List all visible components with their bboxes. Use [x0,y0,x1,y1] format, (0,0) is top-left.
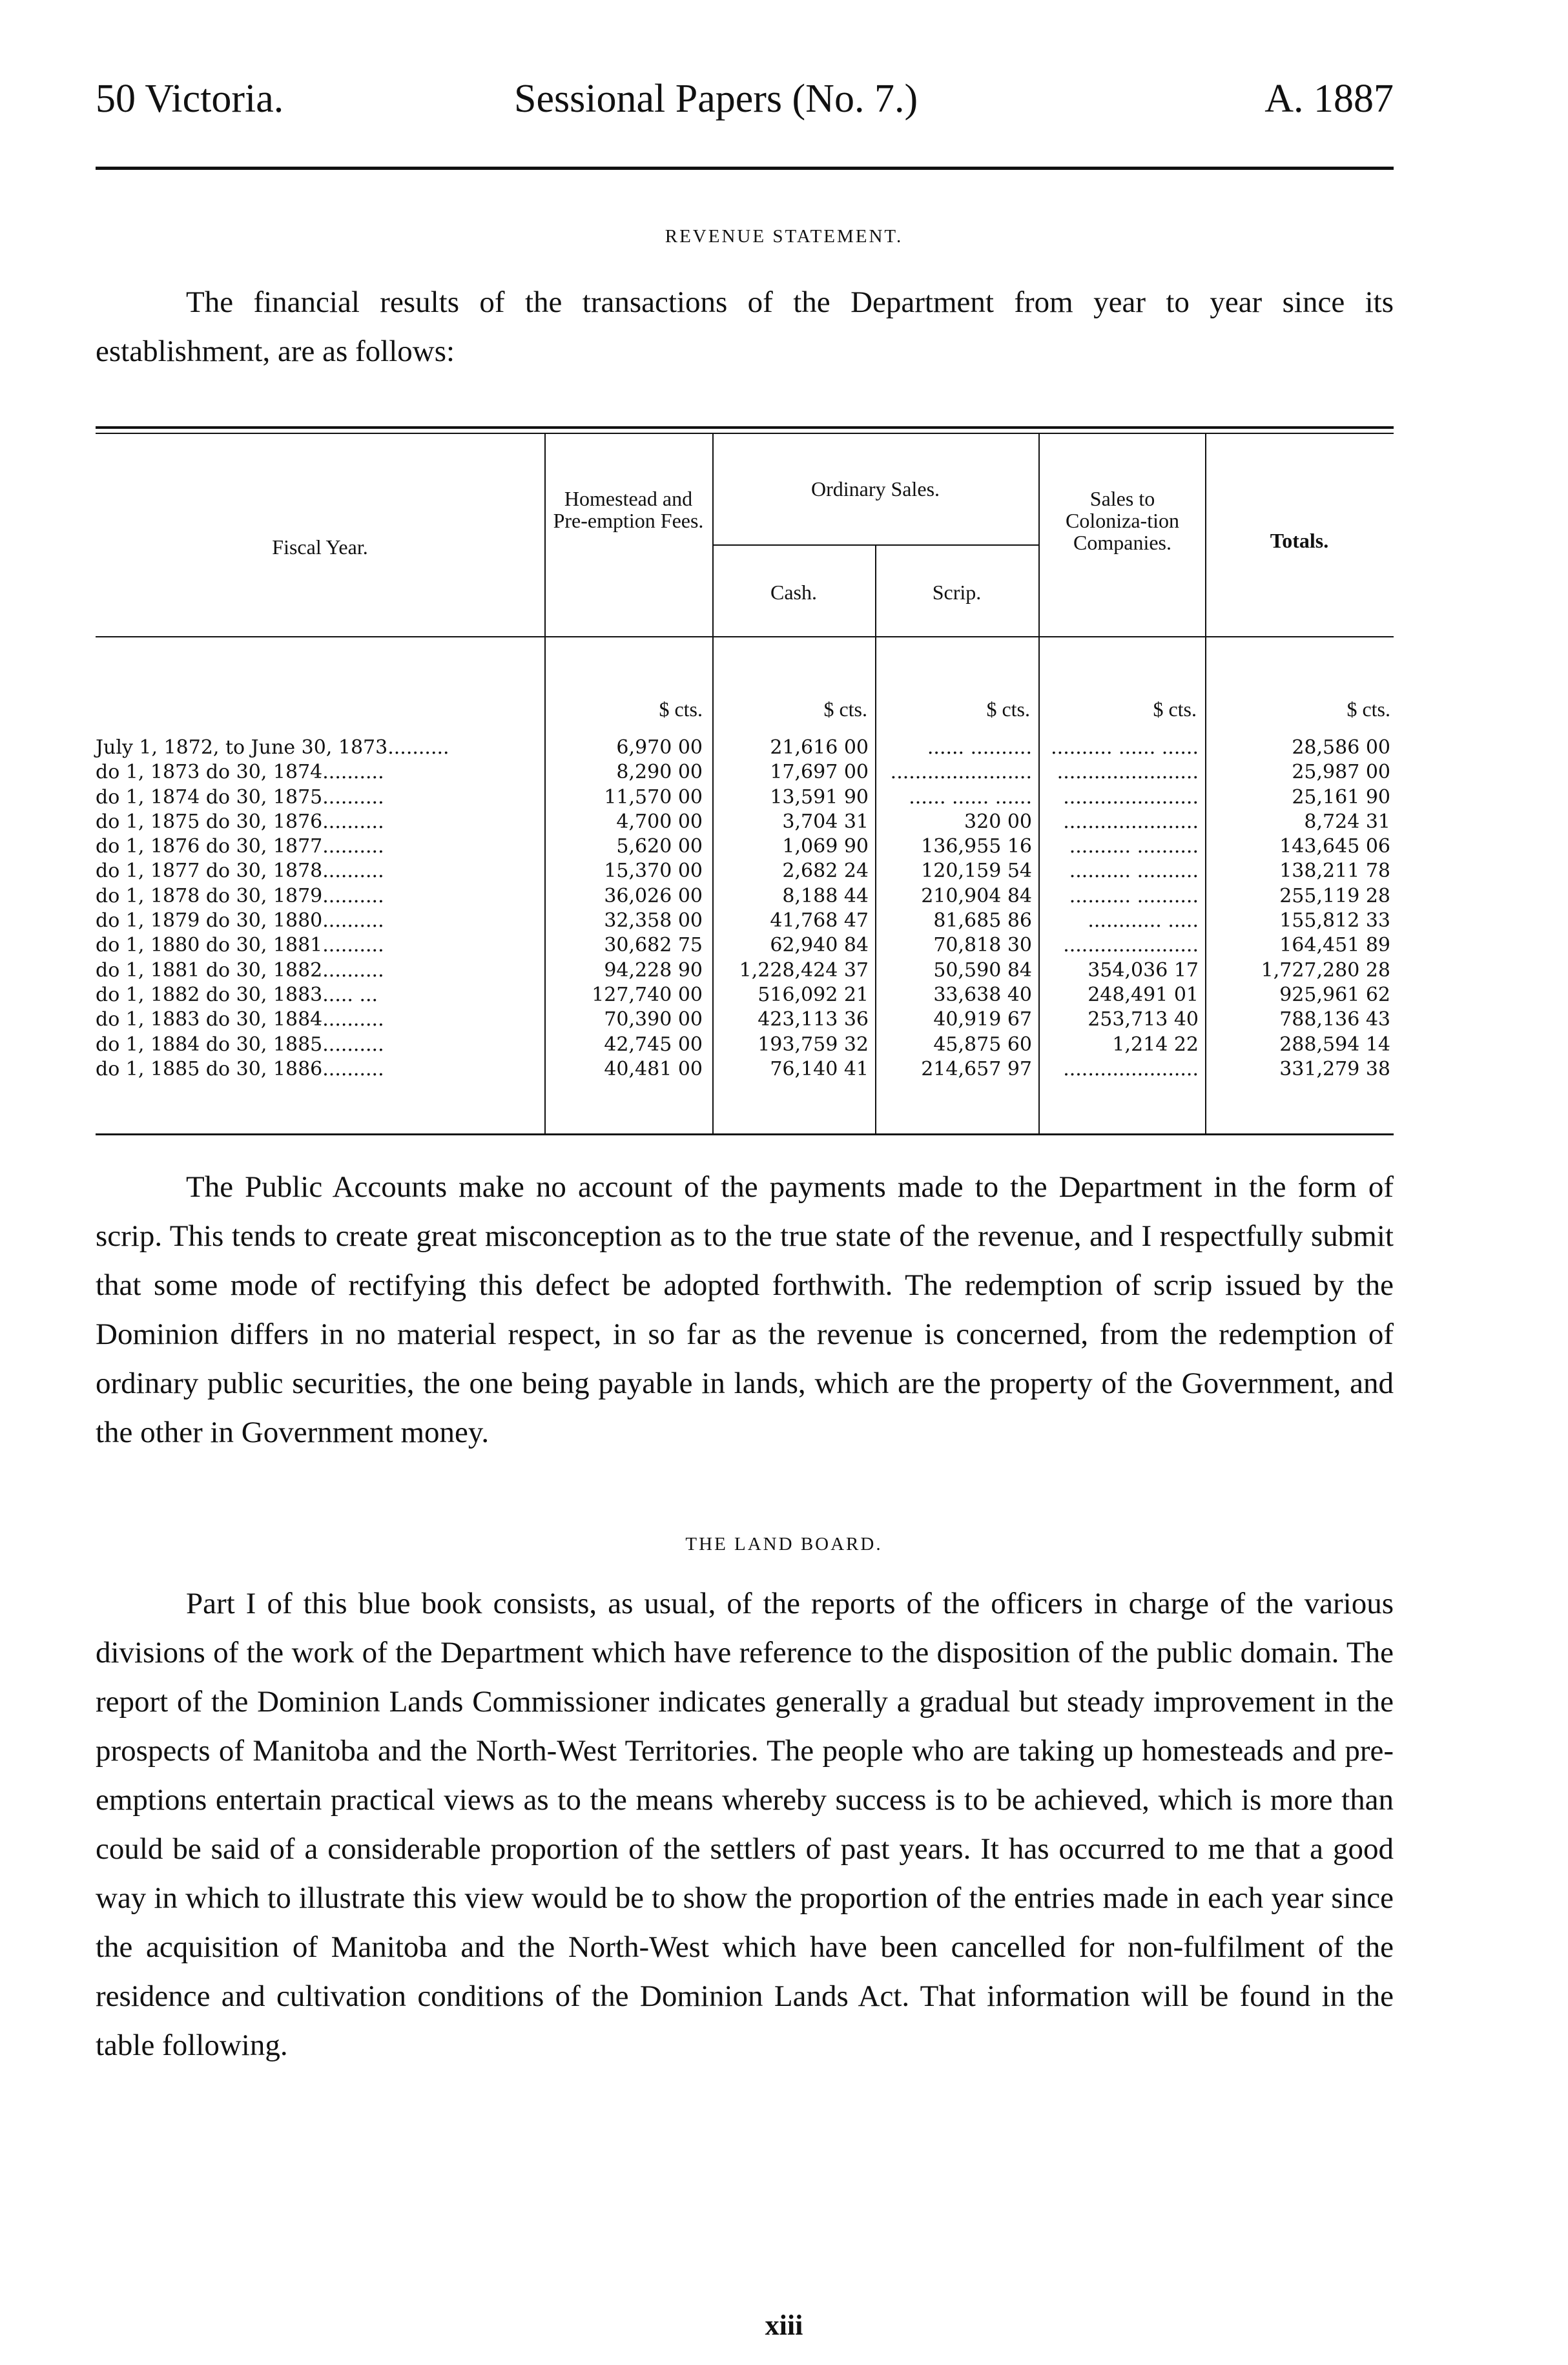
header-cash: Cash. [770,581,817,604]
cell-scrip: 50,590 84 [933,958,1032,982]
unit-scrip: $ cts. [986,697,1030,721]
header-colonization: Sales to Coloniza-tion Companies. [1066,487,1179,554]
cell-fiscal-year: do 1, 1875 do 30, 1876.......... [96,810,384,833]
cell-colonization: .......... ...... ...... [1051,736,1199,759]
cell-colonization: ....................... [1057,761,1199,784]
cell-colonization: ...................... [1063,1057,1199,1080]
cell-scrip: ...... ...... ...... [909,785,1032,809]
cell-total: 28,586 00 [1292,736,1390,759]
cell-homestead: 40,481 00 [604,1057,703,1080]
table-top-rule-inner [96,433,1394,434]
cell-colonization: ...................... [1063,810,1199,833]
cell-scrip: 81,685 86 [933,909,1032,933]
cell-fiscal-year: July 1, 1872, to June 30, 1873.......... [96,736,449,759]
revenue-title: REVENUE STATEMENT. [665,226,903,247]
cell-homestead: 6,970 00 [616,736,703,759]
table-body [96,736,1394,1082]
header-fiscal-year: Fiscal Year. [272,535,368,559]
cell-colonization: 253,713 40 [1088,1008,1199,1031]
cell-scrip: 40,919 67 [933,1008,1032,1031]
cell-cash: 13,591 90 [770,785,869,809]
table-row [96,786,1394,811]
cell-cash: 17,697 00 [770,761,869,784]
cell-colonization: .......... .......... [1069,860,1199,883]
scrip-paragraph-text: The Public Accounts make no account of the payments made to the Department in the form of scrip. This tends to create great misconception as to the true state of the revenue, and I respectfully submit that some mode of rectifying this defect be adopted forthwith. The redemption of scrip issued by the Dominion differs in no material respect, in so far as the revenue is concerned, from the redemption of ordinary public securities, the one being payable in lands, which are the property of the Government, and the other in Government money. [96,1170,1394,1449]
cell-homestead: 94,228 90 [604,958,703,982]
cell-homestead: 70,390 00 [604,1008,703,1031]
cell-scrip: 120,159 54 [921,860,1032,883]
cell-cash: 8,188 44 [782,884,869,907]
cell-colonization: ...................... [1063,785,1199,809]
table-row [96,761,1394,785]
cell-total: 25,161 90 [1292,785,1390,809]
table-row [96,736,1394,761]
cell-fiscal-year: do 1, 1883 do 30, 1884.......... [96,1008,384,1031]
cell-homestead: 5,620 00 [616,835,703,858]
table-row [96,811,1394,835]
cell-fiscal-year: do 1, 1880 do 30, 1881.......... [96,934,384,957]
cell-fiscal-year: do 1, 1878 do 30, 1879.......... [96,884,384,907]
cell-cash: 1,069 90 [782,835,869,858]
cell-fiscal-year: do 1, 1873 do 30, 1874.......... [96,761,384,784]
cell-total: 8,724 31 [1304,810,1390,833]
table-row [96,984,1394,1008]
cell-homestead: 11,570 00 [604,785,703,809]
land-board-title: THE LAND BOARD. [685,1534,883,1554]
cell-homestead: 4,700 00 [616,810,703,833]
cell-total: 331,279 38 [1279,1057,1390,1080]
cell-scrip: 136,955 16 [921,835,1032,858]
cell-colonization: .......... .......... [1069,884,1199,907]
cell-cash: 423,113 36 [758,1008,869,1031]
table-row [96,885,1394,909]
cell-colonization: .......... .......... [1069,835,1199,858]
revenue-table [96,426,1394,1140]
unit-homestead: $ cts. [659,697,703,721]
cell-cash: 3,704 31 [782,810,869,833]
table-row [96,835,1394,860]
cell-homestead: 36,026 00 [604,884,703,907]
cell-total: 788,136 43 [1279,1008,1390,1031]
cell-homestead: 8,290 00 [616,761,703,784]
header-scrip: Scrip. [932,581,982,604]
cell-total: 288,594 14 [1279,1033,1390,1056]
unit-colonization: $ cts. [1153,697,1197,721]
revenue-intro [96,278,1394,376]
cell-homestead: 127,740 00 [592,983,703,1006]
cell-scrip: 45,875 60 [933,1033,1032,1056]
cell-cash: 76,140 41 [770,1057,869,1080]
cell-total: 1,727,280 28 [1261,958,1390,982]
cell-total: 155,812 33 [1279,909,1390,933]
cell-fiscal-year: do 1, 1879 do 30, 1880.......... [96,909,384,933]
header-volume: 50 Victoria. [96,77,284,121]
cell-colonization: 1,214 22 [1112,1033,1199,1056]
table-row [96,934,1394,958]
cell-scrip: ...... .......... [927,736,1032,759]
cell-total: 138,211 78 [1279,860,1390,883]
land-board-paragraph [96,1579,1394,2070]
header-rule [96,167,1394,170]
cell-total: 925,961 62 [1279,983,1390,1006]
ordinary-sales-rule [712,544,1038,546]
cell-cash: 193,759 32 [758,1033,869,1056]
cell-cash: 1,228,424 37 [739,958,869,982]
table-top-rule [96,426,1394,429]
table-row [96,1008,1394,1033]
header-ordinary-sales: Ordinary Sales. [810,477,940,501]
cell-scrip: 33,638 40 [933,983,1032,1006]
unit-totals: $ cts. [1346,697,1390,721]
cell-cash: 21,616 00 [770,736,869,759]
header-totals: Totals. [1270,529,1329,552]
cell-total: 164,451 89 [1279,934,1390,957]
table-row [96,1033,1394,1058]
cell-fiscal-year: do 1, 1876 do 30, 1877.......... [96,835,384,858]
cell-fiscal-year: do 1, 1874 do 30, 1875.......... [96,785,384,809]
cell-scrip: 70,818 30 [933,934,1032,957]
cell-colonization: ...................... [1063,934,1199,957]
cell-fiscal-year: do 1, 1885 do 30, 1886.......... [96,1057,384,1080]
header-bottom-rule [96,636,1394,637]
cell-homestead: 42,745 00 [604,1033,703,1056]
cell-total: 255,119 28 [1279,884,1390,907]
cell-cash: 41,768 47 [770,909,869,933]
cell-homestead: 15,370 00 [604,860,703,883]
cell-cash: 62,940 84 [770,934,869,957]
cell-homestead: 30,682 75 [604,934,703,957]
cell-colonization: ............ ..... [1088,909,1199,933]
cell-total: 25,987 00 [1292,761,1390,784]
cell-fiscal-year: do 1, 1877 do 30, 1878.......... [96,860,384,883]
revenue-intro-text: The financial results of the transactions of the Department from year to year since its establishment, are as follows: [96,285,1394,368]
cell-scrip: ....................... [890,761,1032,784]
cell-fiscal-year: do 1, 1884 do 30, 1885.......... [96,1033,384,1056]
unit-cash: $ cts. [823,697,867,721]
header-homestead: Homestead and Pre-emption Fees. [553,487,704,532]
land-board-text: Part I of this blue book consists, as usual, of the reports of the officers in charge of the various divisions of the work of the Department which have reference to the disposition of the public domain. The report of the Dominion Lands Commissioner indicates generally a gradual but steady improvement in the prospects of Manitoba and the North-West Territories. The people who are taking up homesteads and pre-emptions entertain practical views as to the means whereby success is to be achieved, which is more than could be said of a considerable proportion of the settlers of past years. It has occurred to me that a good way in which to illustrate this view would be to show the proportion of the entries made in each year since the acquisition of Manitoba and the North-West which have been cancelled for non-fulfilment of the residence and cultivation conditions of the Dominion Lands Act. That information will be found in the table following. [96,1587,1394,2062]
cell-colonization: 248,491 01 [1088,983,1199,1006]
table-bottom-rule [96,1133,1394,1135]
cell-fiscal-year: do 1, 1882 do 30, 1883..... ... [96,983,378,1006]
header-year: A. 1887 [1264,77,1394,121]
scrip-paragraph [96,1162,1394,1457]
cell-total: 143,645 06 [1279,835,1390,858]
page-number: xiii [765,2309,803,2341]
cell-colonization: 354,036 17 [1088,958,1199,982]
cell-homestead: 32,358 00 [604,909,703,933]
running-header [96,76,1394,141]
cell-cash: 516,092 21 [758,983,869,1006]
table-row [96,1058,1394,1082]
cell-fiscal-year: do 1, 1881 do 30, 1882.......... [96,958,384,982]
cell-scrip: 320 00 [964,810,1032,833]
table-row [96,860,1394,884]
table-row [96,909,1394,934]
header-title: Sessional Papers (No. 7.) [514,77,918,121]
cell-scrip: 210,904 84 [921,884,1032,907]
cell-scrip: 214,657 97 [921,1057,1032,1080]
cell-cash: 2,682 24 [782,860,869,883]
table-row [96,959,1394,984]
